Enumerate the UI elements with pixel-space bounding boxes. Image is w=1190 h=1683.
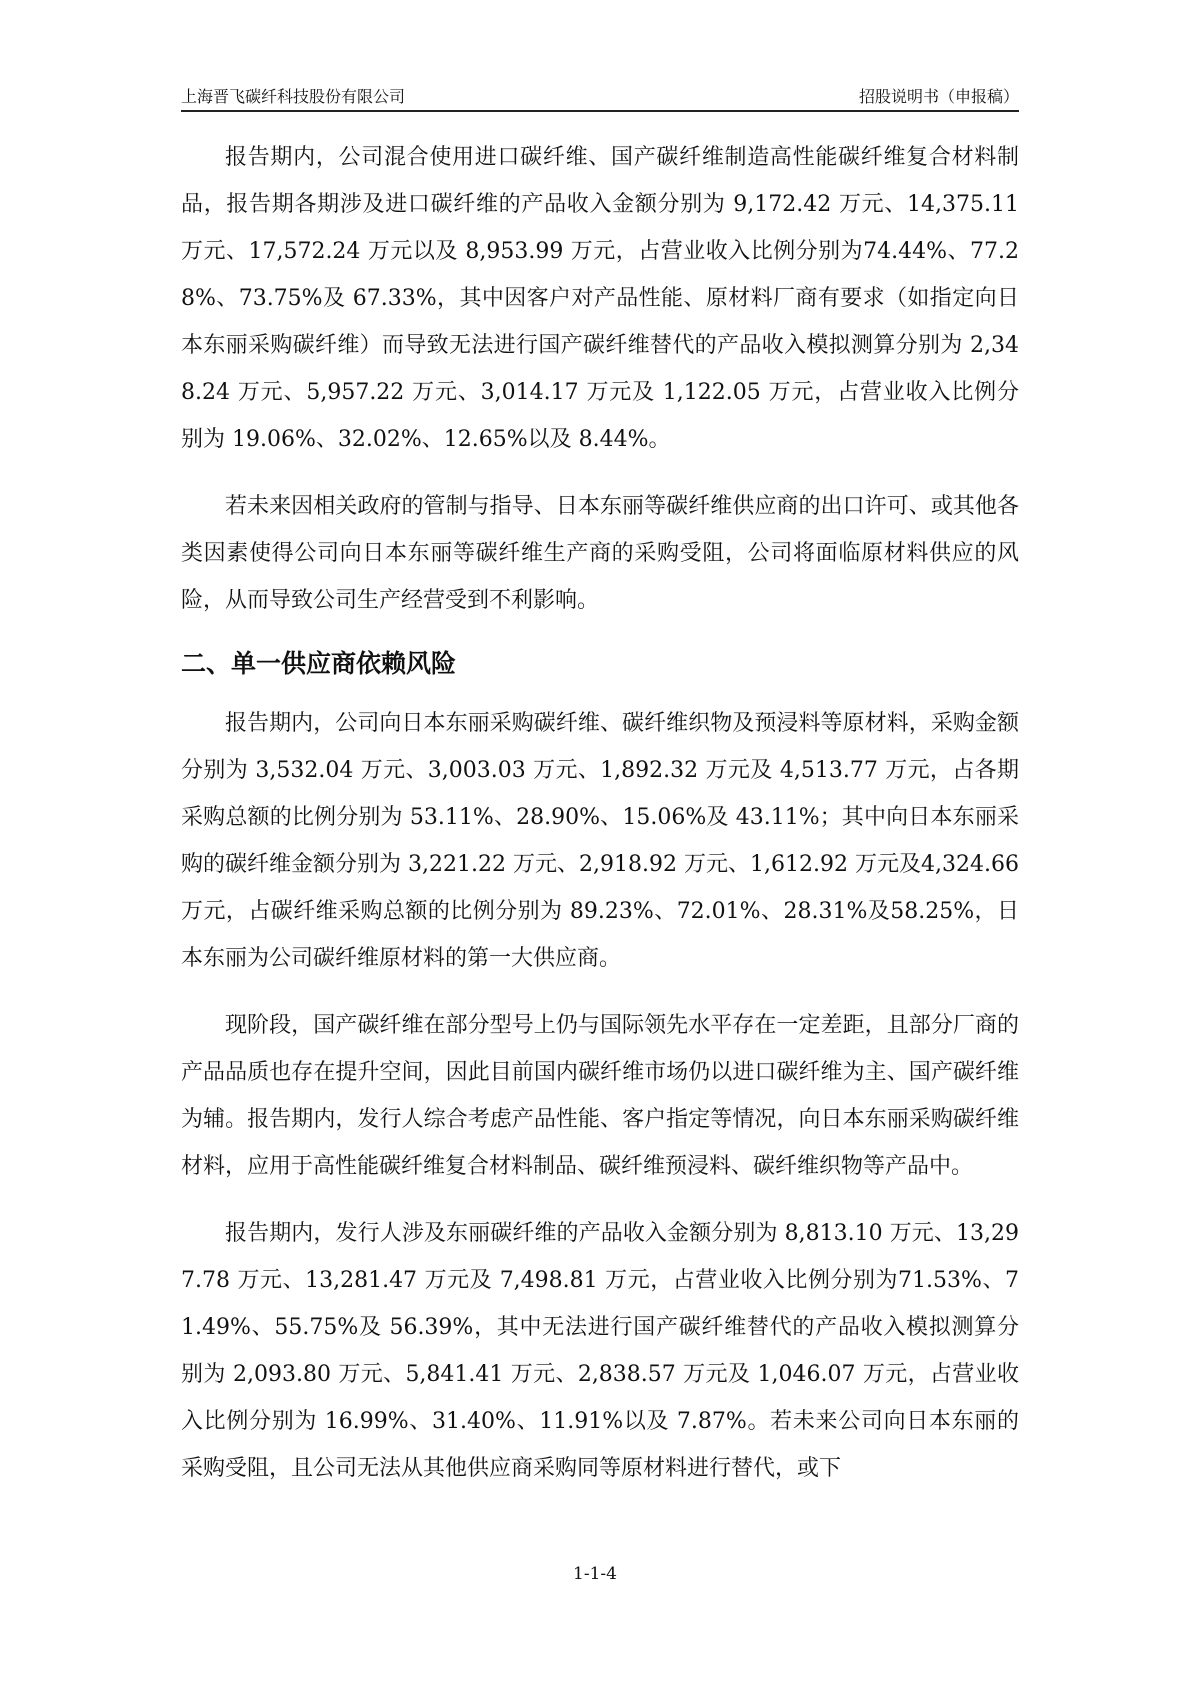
- paragraph-toray-revenue: 报告期内，发行人涉及东丽碳纤维的产品收入金额分别为 8,813.10 万元、13,297.78 万元、13,281.47 万元及 7,498.81 万元，占营业收入比例分别为71.53%、71.49%、55.75%及 56.39%，其中无法进行国产碳纤维替代的产品收入模拟测算分别为 2,093.80 万元、5,841.41 万元、2,838.57 万元及 1,046.07 万元，占营业收入比例分别为 16.99%、31.40%、11.91%以及 7.87%。若未来公司向日本东丽的采购受阻，且公司无法从其他供应商采购同等原材料进行替代，或下: [181, 1221, 1019, 1481]
- page-header: [181, 78, 1019, 112]
- page-body: [181, 134, 1019, 1512]
- header-company-name: 上海晋飞碳纤科技股份有限公司: [181, 87, 406, 106]
- header-document-type: 招股说明书（申报稿）: [858, 87, 1019, 106]
- paragraph-domestic-fiber-status: 现阶段，国产碳纤维在部分型号上仍与国际领先水平存在一定差距，且部分厂商的产品品质也存在提升空间，因此目前国内碳纤维市场仍以进口碳纤维为主、国产碳纤维为辅。报告期内，发行人综合考虑产品性能、客户指定等情况，向日本东丽采购碳纤维材料，应用于高性能碳纤维复合材料制品、碳纤维预浸料、碳纤维织物等产品中。: [181, 1013, 1019, 1179]
- paragraph-toray-purchases: 报告期内，公司向日本东丽采购碳纤维、碳纤维织物及预浸料等原材料，采购金额分别为 3,532.04 万元、3,003.03 万元、1,892.32 万元及 4,513.77 万元，占各期采购总额的比例分别为 53.11%、28.90%、15.06%及 43.11%；其中向日本东丽采购的碳纤维金额分别为 3,221.22 万元、2,918.92 万元、1,612.92 万元及4,324.66 万元，占碳纤维采购总额的比例分别为 89.23%、72.01%、28.31%及58.25%，日本东丽为公司碳纤维原材料的第一大供应商。: [181, 711, 1019, 971]
- paragraph-supply-risk: 若未来因相关政府的管制与指导、日本东丽等碳纤维供应商的出口许可、或其他各类因素使得公司向日本东丽等碳纤维生产商的采购受阻，公司将面临原材料供应的风险，从而导致公司生产经营受到不利影响。: [181, 494, 1019, 613]
- section-heading: 二、单一供应商依赖风险: [181, 649, 457, 678]
- paragraph-imported-fiber-revenue: 报告期内，公司混合使用进口碳纤维、国产碳纤维制造高性能碳纤维复合材料制品，报告期各期涉及进口碳纤维的产品收入金额分别为 9,172.42 万元、14,375.11 万元、17,572.24 万元以及 8,953.99 万元，占营业收入比例分别为74.44%、77.28%、73.75%及 67.33%，其中因客户对产品性能、原材料厂商有要求（如指定向日本东丽采购碳纤维）而导致无法进行国产碳纤维替代的产品收入模拟测算分别为 2,348.24 万元、5,957.22 万元、3,014.17 万元及 1,122.05 万元，占营业收入比例分别为 19.06%、32.02%、12.65%以及 8.44%。: [181, 145, 1019, 452]
- page-number: 1-1-4: [573, 1564, 617, 1584]
